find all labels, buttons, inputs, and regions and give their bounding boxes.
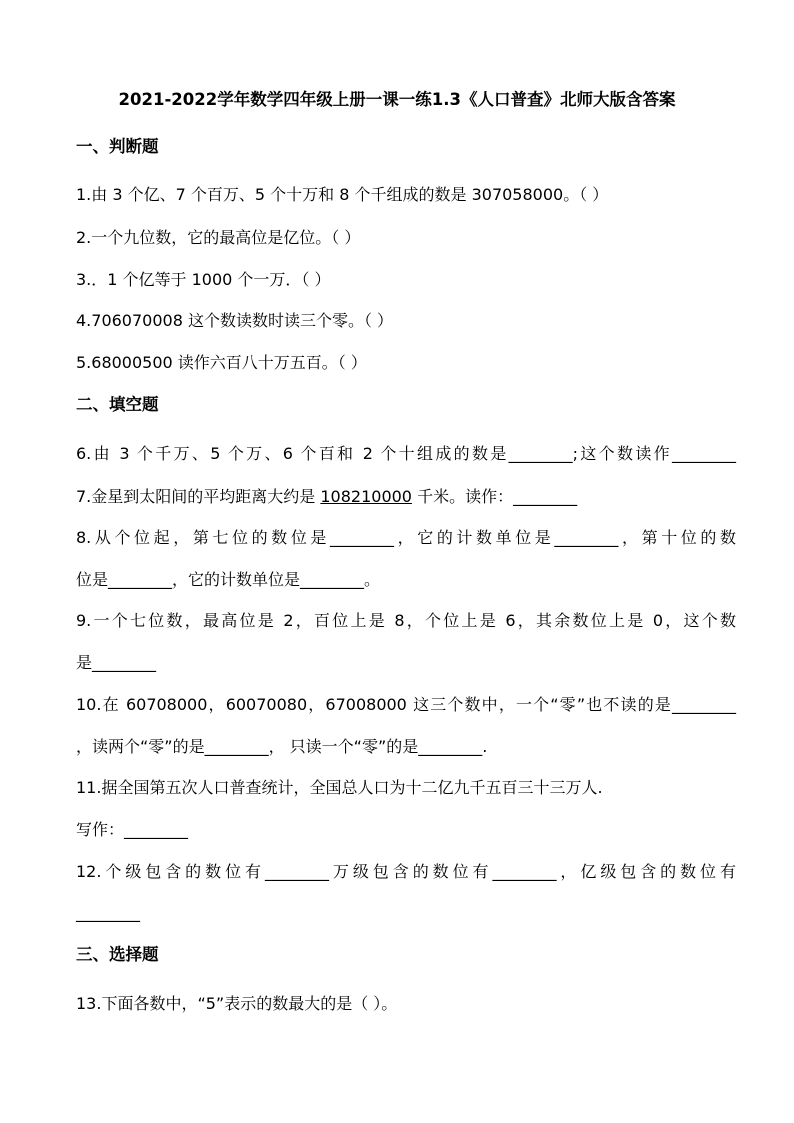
question-9-line-1: 9.一个七位数，最高位是 2，百位上是 8，个位上是 6，其余数位上是 0，这个数 — [76, 611, 736, 630]
question-3: 3.．1 个亿等于 1000 个一万．（ ） — [76, 270, 331, 289]
question-11-line-1: 11.据全国第五次人口普查统计，全国总人口为十二亿九千五百三十三万人. — [76, 778, 603, 797]
question-7-suffix: 千米。读作：________ — [411, 487, 578, 506]
question-11-line-2: 写作：________ — [76, 820, 189, 839]
question-7-number: 108210000 — [320, 487, 412, 506]
question-8-line-1: 8.从个位起，第七位的数位是________，它的计数单位是________，第十位的数 — [76, 528, 736, 547]
question-7-prefix: 7.金星到太阳间的平均距离大约是 — [76, 487, 321, 506]
question-6: 6.由 3 个千万、5 个万、6 个百和 2 个十组成的数是________;这个数读作________ — [76, 444, 736, 463]
question-4: 4.706070008 这个数读数时读三个零。（ ） — [76, 311, 394, 330]
question-8-line-2: 位是________，它的计数单位是________。 — [76, 570, 381, 589]
question-12-line-2: ________ — [76, 903, 140, 922]
question-1: 1.由 3 个亿、7 个百万、5 个十万和 8 个千组成的数是 307058000。（ ） — [76, 185, 609, 204]
document-title: 2021-2022学年数学四年级上册一课一练1.3《人口普查》北师大版含答案 — [118, 90, 676, 109]
section-heading-judgement: 一、判断题 — [76, 137, 159, 156]
question-2: 2.一个九位数，它的最高位是亿位。（ ） — [76, 228, 361, 247]
section-heading-multiple-choice: 三、选择题 — [76, 945, 159, 964]
question-10-line-1: 10.在 60708000，60070080，67008000 这三个数中，一个“零”也不读的是________ — [76, 695, 736, 714]
question-13: 13.下面各数中，“5”表示的数最大的是（ ）。 — [76, 994, 398, 1013]
section-heading-fill-blank: 二、填空题 — [76, 395, 159, 414]
question-12-line-1: 12.个级包含的数位有________万级包含的数位有________，亿级包含的数位有 — [76, 862, 736, 881]
question-5: 5.68000500 读作六百八十万五百。（ ） — [76, 353, 367, 372]
question-10-line-2: ，读两个“零”的是________， 只读一个“零”的是________. — [76, 737, 488, 756]
question-7 — [76, 486, 736, 508]
question-9-line-2: 是________ — [76, 653, 157, 672]
